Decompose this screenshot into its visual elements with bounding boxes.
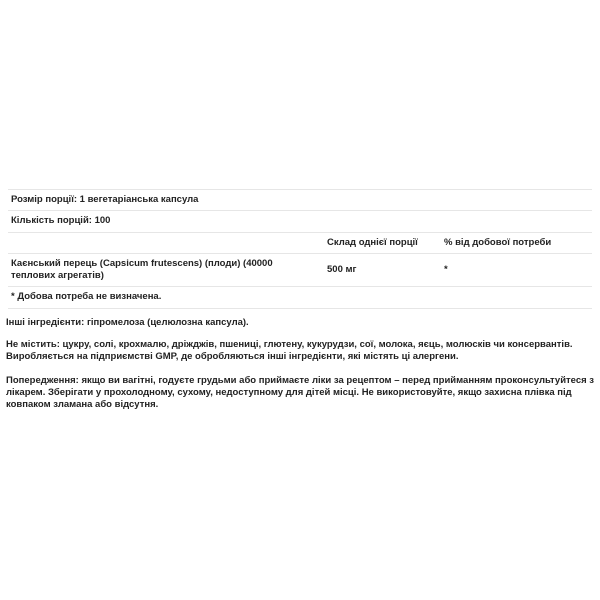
column-header-amount: Склад однієї порції — [327, 237, 418, 248]
footnote: * Добова потреба не визначена. — [11, 291, 162, 302]
table-divider — [8, 286, 592, 287]
other-ingredients: Інші інгредієнти: гіпромелоза (целюлозна капсула). — [6, 317, 249, 328]
warning-line3: ковпаком зламана або відсутня. — [6, 399, 159, 410]
servings-per-container: Кількість порцій: 100 — [11, 215, 111, 226]
ingredient-name-cont: теплових агрегатів) — [11, 270, 104, 281]
table-divider — [8, 253, 592, 254]
ingredient-daily-value: * — [444, 264, 448, 275]
table-divider — [8, 210, 592, 211]
warning-line1: Попередження: якщо ви вагітні, годуєте грудьми або приймаєте ліки за рецептом – перед прийманням проконсультуйтеся з — [6, 375, 595, 386]
table-divider — [8, 189, 592, 190]
column-header-daily-value: % від добової потреби — [444, 237, 552, 248]
ingredient-name: Каєнський перець (Capsicum frutescens) (плоди) (40000 — [11, 258, 273, 269]
table-divider — [8, 308, 592, 309]
ingredient-amount: 500 мг — [327, 264, 357, 275]
warning-line2: лікарем. Зберігати у прохолодному, сухому, недоступному для дітей місці. Не використовуйте, якщо захисна плівка під — [6, 387, 572, 398]
free-from-line1: Не містить: цукру, солі, крохмалю, дріжджів, пшениці, глютену, кукурудзи, сої, молока, яєць, молюсків чи консервантів. — [6, 339, 573, 350]
free-from-line2: Виробляється на підприємстві GMP, де обробляються інші інгредієнти, які містять ці алергени. — [6, 351, 459, 362]
serving-size: Розмір порції: 1 вегетаріанська капсула — [11, 194, 199, 205]
table-divider — [8, 232, 592, 233]
